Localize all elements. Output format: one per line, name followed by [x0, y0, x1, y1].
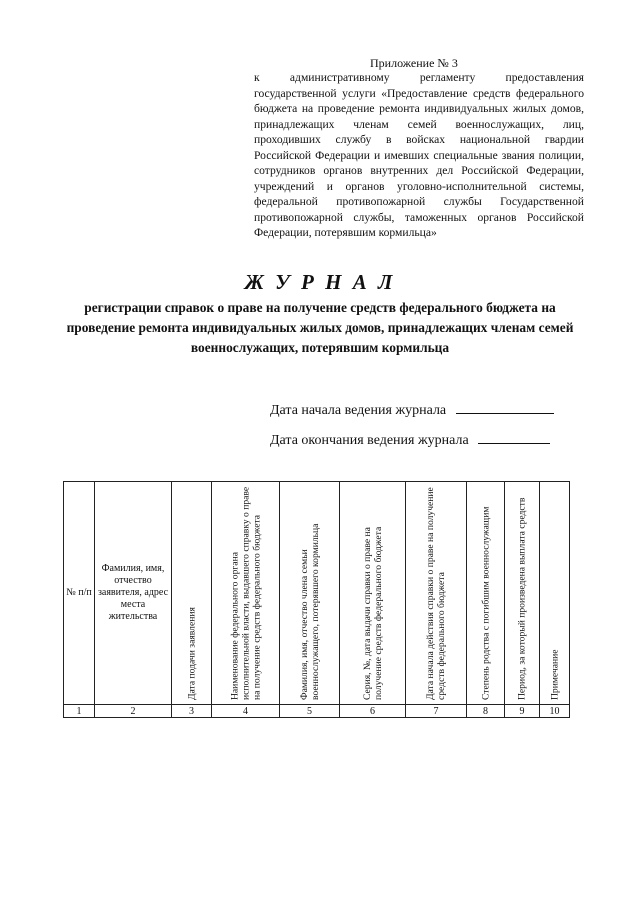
header-text-certificate-start: Дата начала действия справки о праве на получение средств федерального бюджета — [425, 487, 447, 700]
column-number-3: 3 — [172, 705, 212, 718]
header-cell-payment-period — [505, 482, 540, 705]
column-number-8: 8 — [467, 705, 505, 718]
header-cell-applicant: Фамилия, имя, отчество заявителя, адрес места жительства — [95, 482, 172, 705]
column-number-4: 4 — [212, 705, 280, 718]
start-date-label: Дата начала ведения журнала — [270, 403, 447, 418]
journal-table — [63, 481, 570, 718]
header-text-application-date: Дата подачи заявления — [186, 607, 197, 700]
start-date-blank — [456, 401, 554, 414]
column-number-9: 9 — [505, 705, 540, 718]
end-date-blank — [478, 431, 550, 444]
column-number-6: 6 — [340, 705, 406, 718]
header-cell-kinship — [467, 482, 505, 705]
header-text-kinship: Степень родства с погибшим военнослужащим — [480, 506, 491, 700]
header-cell-number: № п/п — [64, 482, 95, 705]
header-text-payment-period: Период, за который произведена выплата средств — [516, 497, 528, 700]
table-header-row — [64, 482, 570, 705]
end-date-label: Дата окончания ведения журнала — [270, 433, 469, 448]
start-date-line — [270, 401, 554, 419]
header-text-issuing-authority: Наименование федерального органа исполнительной власти, выдавшего справку о праве на получение средств федерального бюджета — [229, 486, 262, 700]
column-number-2: 2 — [95, 705, 172, 718]
column-number-7: 7 — [406, 705, 467, 718]
header-cell-issuing-authority — [212, 482, 280, 705]
header-cell-certificate-start — [406, 482, 467, 705]
column-number-1: 1 — [64, 705, 95, 718]
header-cell-note — [540, 482, 570, 705]
header-text-note: Примечание — [549, 649, 560, 700]
column-number-10: 10 — [540, 705, 570, 718]
journal-subtitle: регистрации справок о праве на получение средств федерального бюджета на проведение ремонта индивидуальных жилых домов, принадлежащих членам семей военнослужащих, потерявшим кормильца — [66, 300, 574, 355]
journal-title: Ж У Р Н А Л — [244, 270, 396, 294]
appendix-reference-text: к административному регламенту предоставления государственной услуги «Предоставление средств федерального бюджета на проведение ремонта индивидуальных жилых домов, принадлежащих членам семей военнослужащих, лиц, проходивших службу в войсках национальной гвардии Российской Федерации и имевших специальные звания полиции, сотрудников органов внутренних дел Российской Федерации, учреждений и органов уголовно-исполнительной системы, федеральной противопожарной службы Государственной противопожарной службы, таможенных органов Российской Федерации, потерявшим кормильца» — [254, 71, 584, 239]
header-text-family-member: Фамилия, имя, отчество члена семьи военнослужащего, потерявшего кормильца — [298, 523, 321, 700]
header-cell-certificate-details — [340, 482, 406, 705]
header-cell-family-member — [280, 482, 340, 705]
header-text-certificate-details: Серия, №, дата выдачи справки о праве на получение средств федерального бюджета — [361, 526, 384, 700]
end-date-line — [270, 431, 550, 449]
header-cell-application-date — [172, 482, 212, 705]
column-number-5: 5 — [280, 705, 340, 718]
table-column-numbers-row — [64, 705, 570, 718]
appendix-title: Приложение № 3 — [370, 56, 458, 70]
